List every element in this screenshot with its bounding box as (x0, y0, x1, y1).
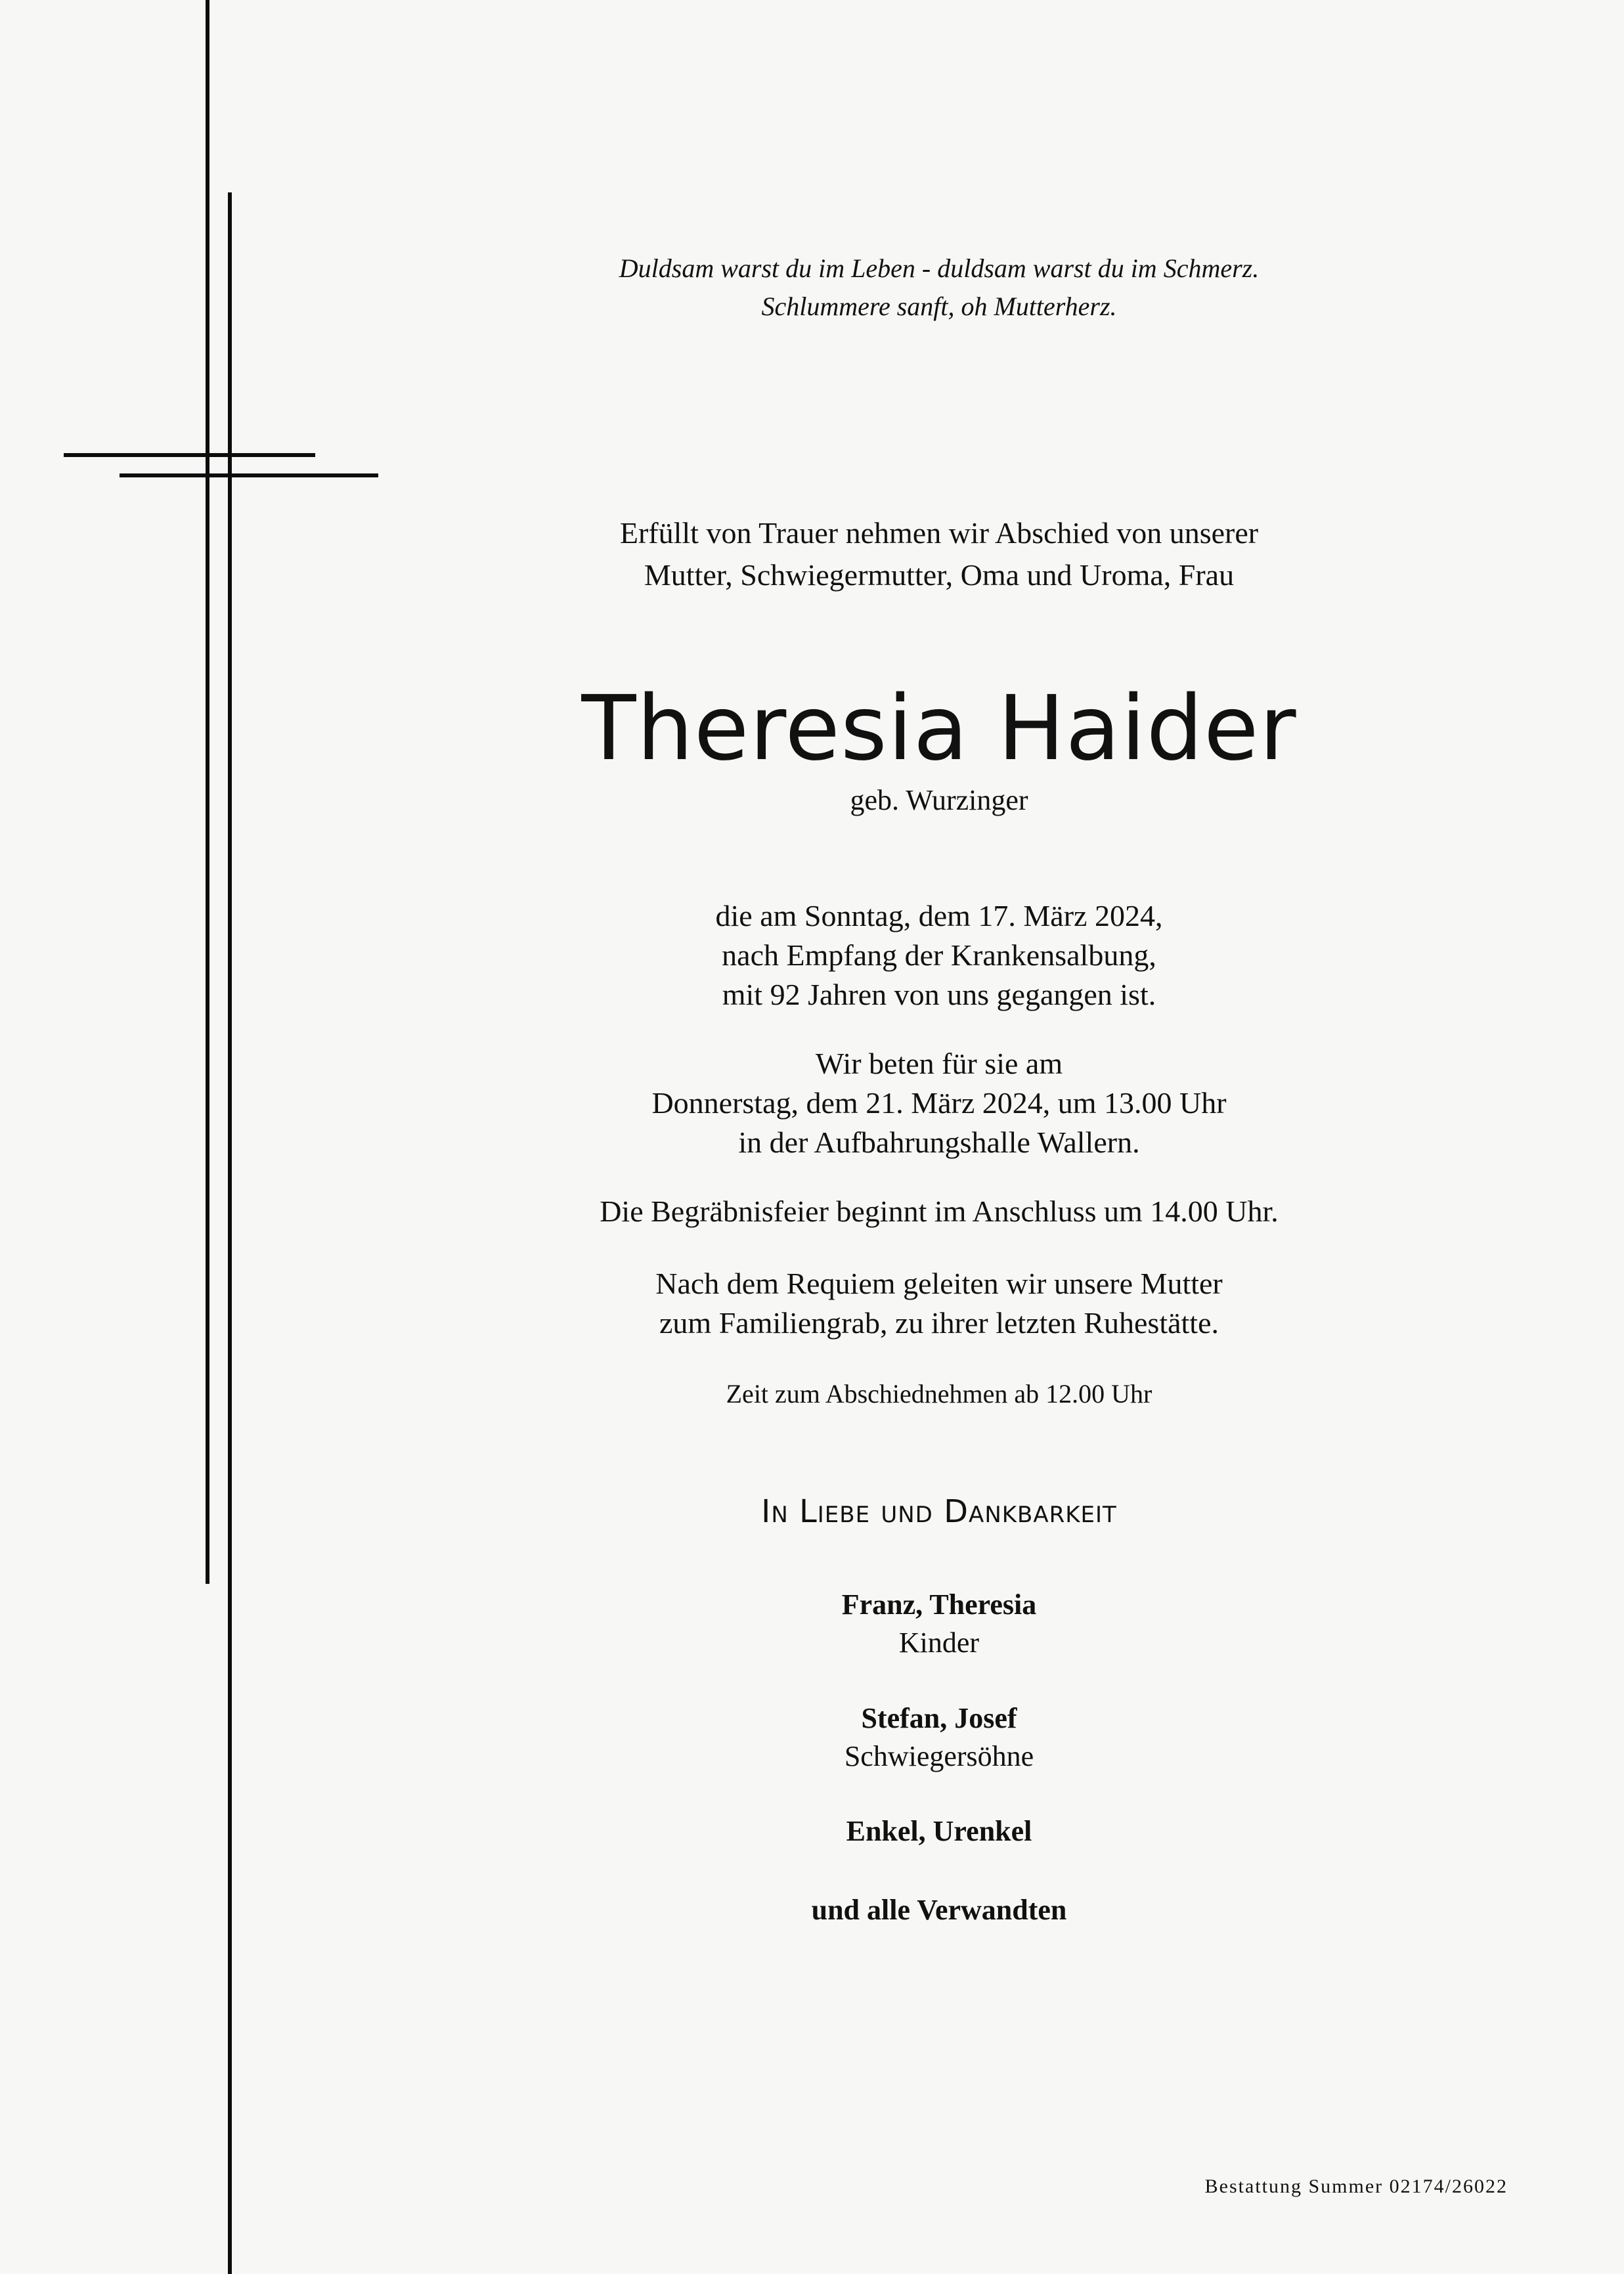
funeral-details: Die Begräbnisfeier beginnt im Anschluss um 14.00 Uhr. (600, 1194, 1279, 1228)
closing-phrase: In Liebe und Dankbarkeit (761, 1493, 1117, 1530)
detail-line: Donnerstag, dem 21. März 2024, um 13.00 Uhr (651, 1086, 1227, 1120)
family-group (565, 1891, 1313, 1929)
birth-name: geb. Wurzinger (850, 784, 1028, 816)
detail-line: Nach dem Requiem geleiten wir unsere Mutter (655, 1267, 1223, 1300)
detail-line: in der Aufbahrungshalle Wallern. (738, 1126, 1140, 1159)
family-group (565, 1586, 1313, 1662)
requiem-details (565, 1264, 1313, 1343)
detail-line: Wir beten für sie am (815, 1047, 1063, 1080)
family-relation: Schwiegersöhne (844, 1740, 1034, 1772)
family-names: Stefan, Josef (861, 1702, 1017, 1734)
motto-line: Schlummere sanft, oh Mutterherz. (761, 292, 1117, 321)
prayer-details (565, 1044, 1313, 1162)
viewing-time: Zeit zum Abschiednehmen ab 12.00 Uhr (726, 1379, 1152, 1409)
family-names: Franz, Theresia (841, 1588, 1037, 1621)
intro-line: Erfüllt von Trauer nehmen wir Abschied von unserer (619, 516, 1259, 550)
cross-horizontal-top (64, 453, 315, 457)
deceased-name: Theresia Haider (581, 677, 1297, 781)
funeral-home-footer: Bestattung Summer 02174/26022 (1204, 2176, 1508, 2197)
motto (565, 250, 1313, 326)
family-names: und alle Verwandten (811, 1894, 1067, 1926)
family-group (565, 1699, 1313, 1776)
detail-line: nach Empfang der Krankensalbung, (722, 938, 1156, 972)
detail-line: zum Familiengrab, zu ihrer letzten Ruhestätte. (659, 1306, 1219, 1340)
family-names: Enkel, Urenkel (846, 1815, 1032, 1847)
detail-line: die am Sonntag, dem 17. März 2024, (715, 899, 1163, 932)
motto-line: Duldsam warst du im Leben - duldsam warst du im Schmerz. (619, 253, 1260, 283)
cross-vertical-left (206, 0, 209, 1584)
intro-text (565, 512, 1313, 596)
detail-line: mit 92 Jahren von uns gegangen ist. (722, 978, 1156, 1011)
family-group (565, 1812, 1313, 1850)
intro-line: Mutter, Schwiegermutter, Oma und Uroma, Frau (644, 558, 1235, 592)
cross-vertical-right (228, 192, 232, 2274)
family-relation: Kinder (898, 1627, 980, 1659)
death-details (565, 896, 1313, 1015)
cross-horizontal-bottom (120, 473, 378, 477)
